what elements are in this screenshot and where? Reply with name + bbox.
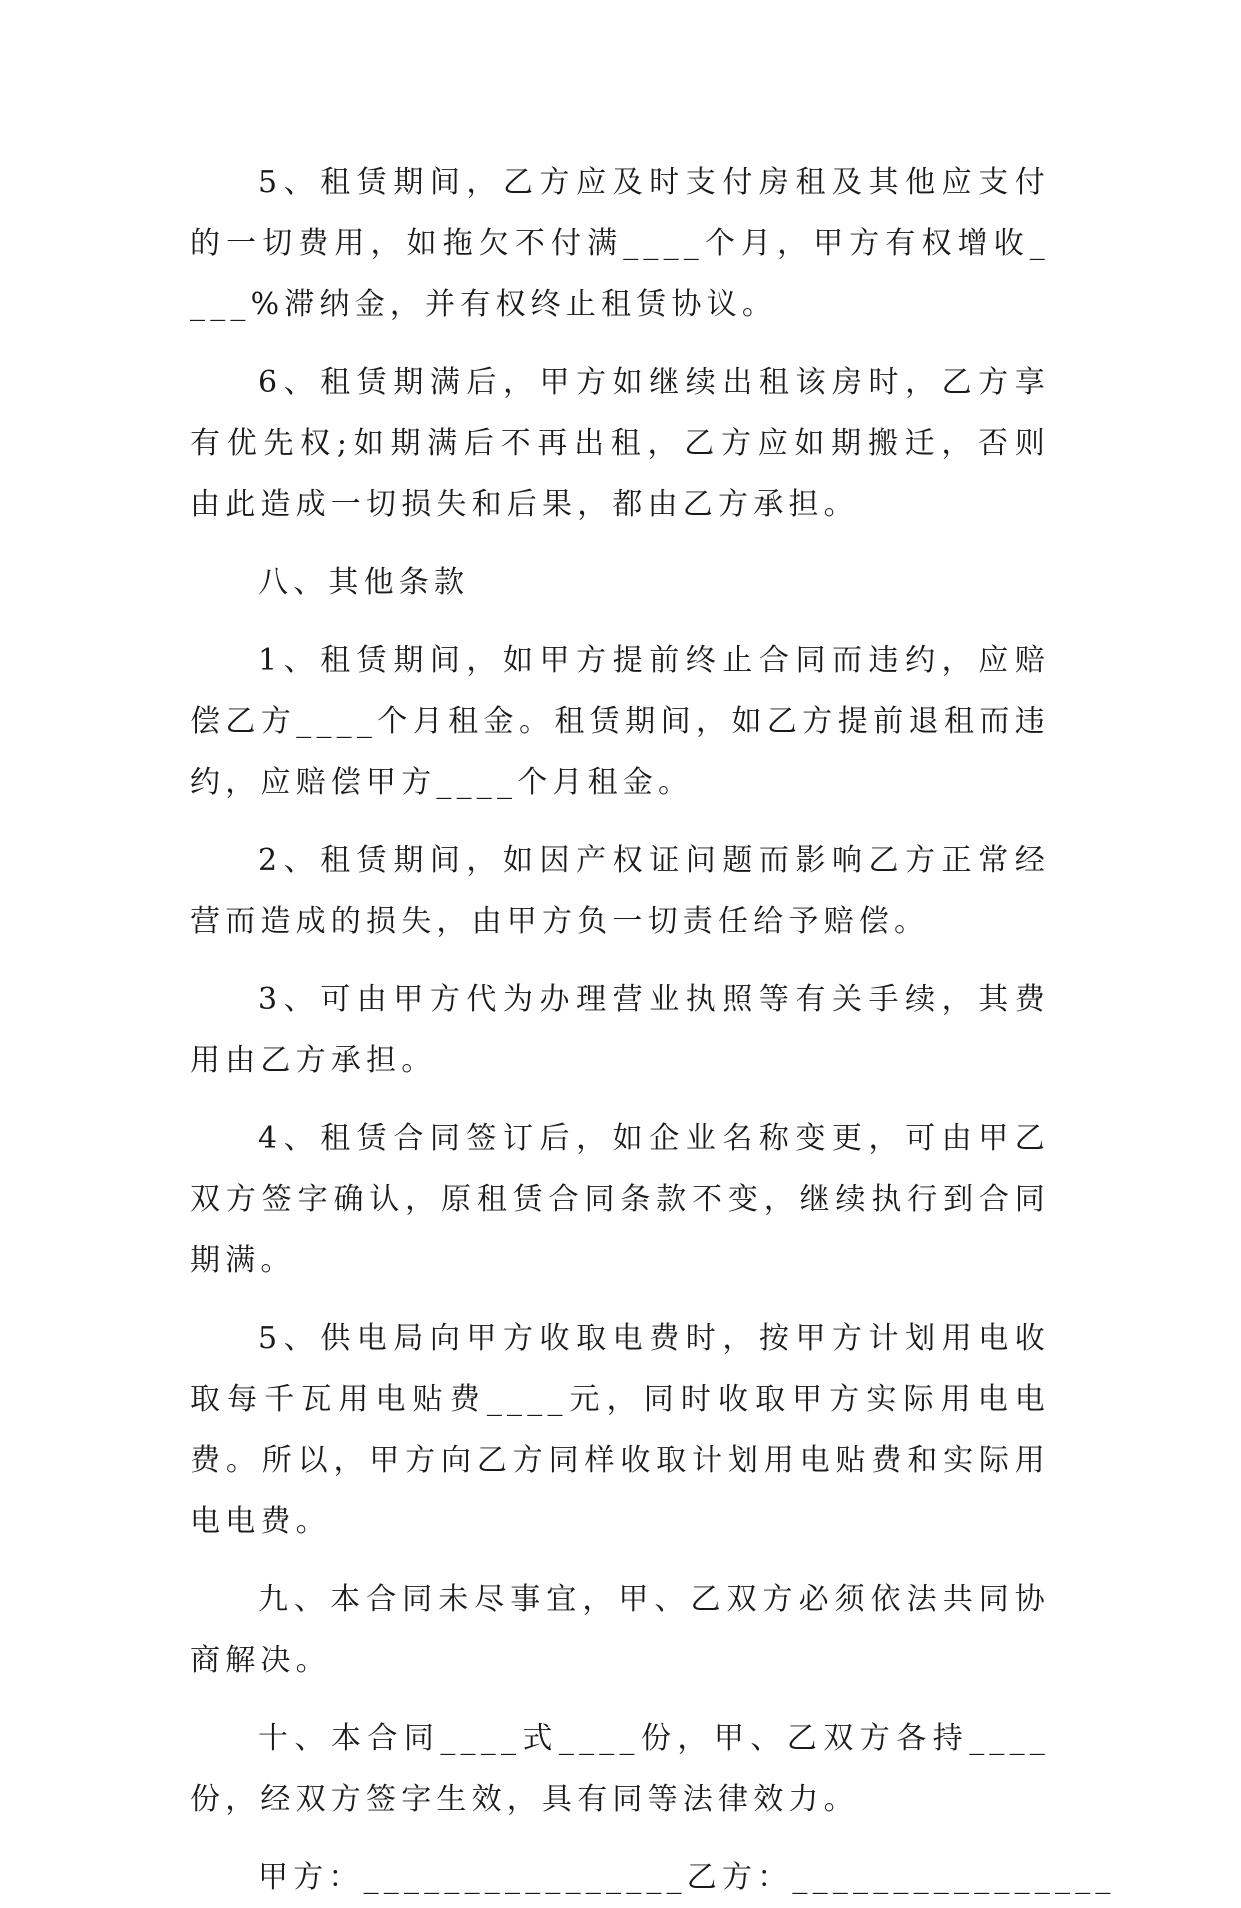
clause-8-3: 3、可由甲方代为办理营业执照等有关手续，其费用由乙方承担。: [190, 982, 1050, 1078]
clause-8-1: 1、租赁期间，如甲方提前终止合同而违约，应赔偿乙方____个月租金。租赁期间，如乙方提前退租而违约，应赔偿甲方____个月租金。: [190, 643, 1050, 800]
clause-10: 十、本合同____式____份，甲、乙双方各持____份，经双方签字生效，具有同等法律效力。: [190, 1721, 1050, 1817]
clause-9: 九、本合同未尽事宜，甲、乙双方必须依法共同协商解决。: [190, 1582, 1050, 1678]
section-heading-8: 八、其他条款: [258, 565, 470, 600]
clause-8-2: 2、租赁期间，如因产权证问题而影响乙方正常经营而造成的损失，由甲方负一切责任给予赔偿。: [190, 843, 1050, 939]
clause-8-5: 5、供电局向甲方收取电费时，按甲方计划用电收取每千瓦用电贴费____元，同时收取甲方实际用电电费。所以，甲方向乙方同样收取计划用电贴费和实际用电电费。: [190, 1321, 1050, 1539]
clause-7-6: 6、租赁期满后，甲方如继续出租该房时，乙方享有优先权;如期满后不再出租，乙方应如期搬迁，否则由此造成一切损失和后果，都由乙方承担。: [190, 365, 1050, 522]
clause-8-4: 4、租赁合同签订后，如企业名称变更，可由甲乙双方签字确认，原租赁合同条款不变，继续执行到合同期满。: [190, 1121, 1050, 1278]
clause-7-5: 5、租赁期间，乙方应及时支付房租及其他应支付的一切费用，如拖欠不付满____个月，甲方有权增收____%滞纳金，并有权终止租赁协议。: [190, 165, 1050, 322]
signature-line: 甲方：________________乙方：________________: [258, 1860, 1116, 1895]
document-body: [190, 152, 1116, 1908]
